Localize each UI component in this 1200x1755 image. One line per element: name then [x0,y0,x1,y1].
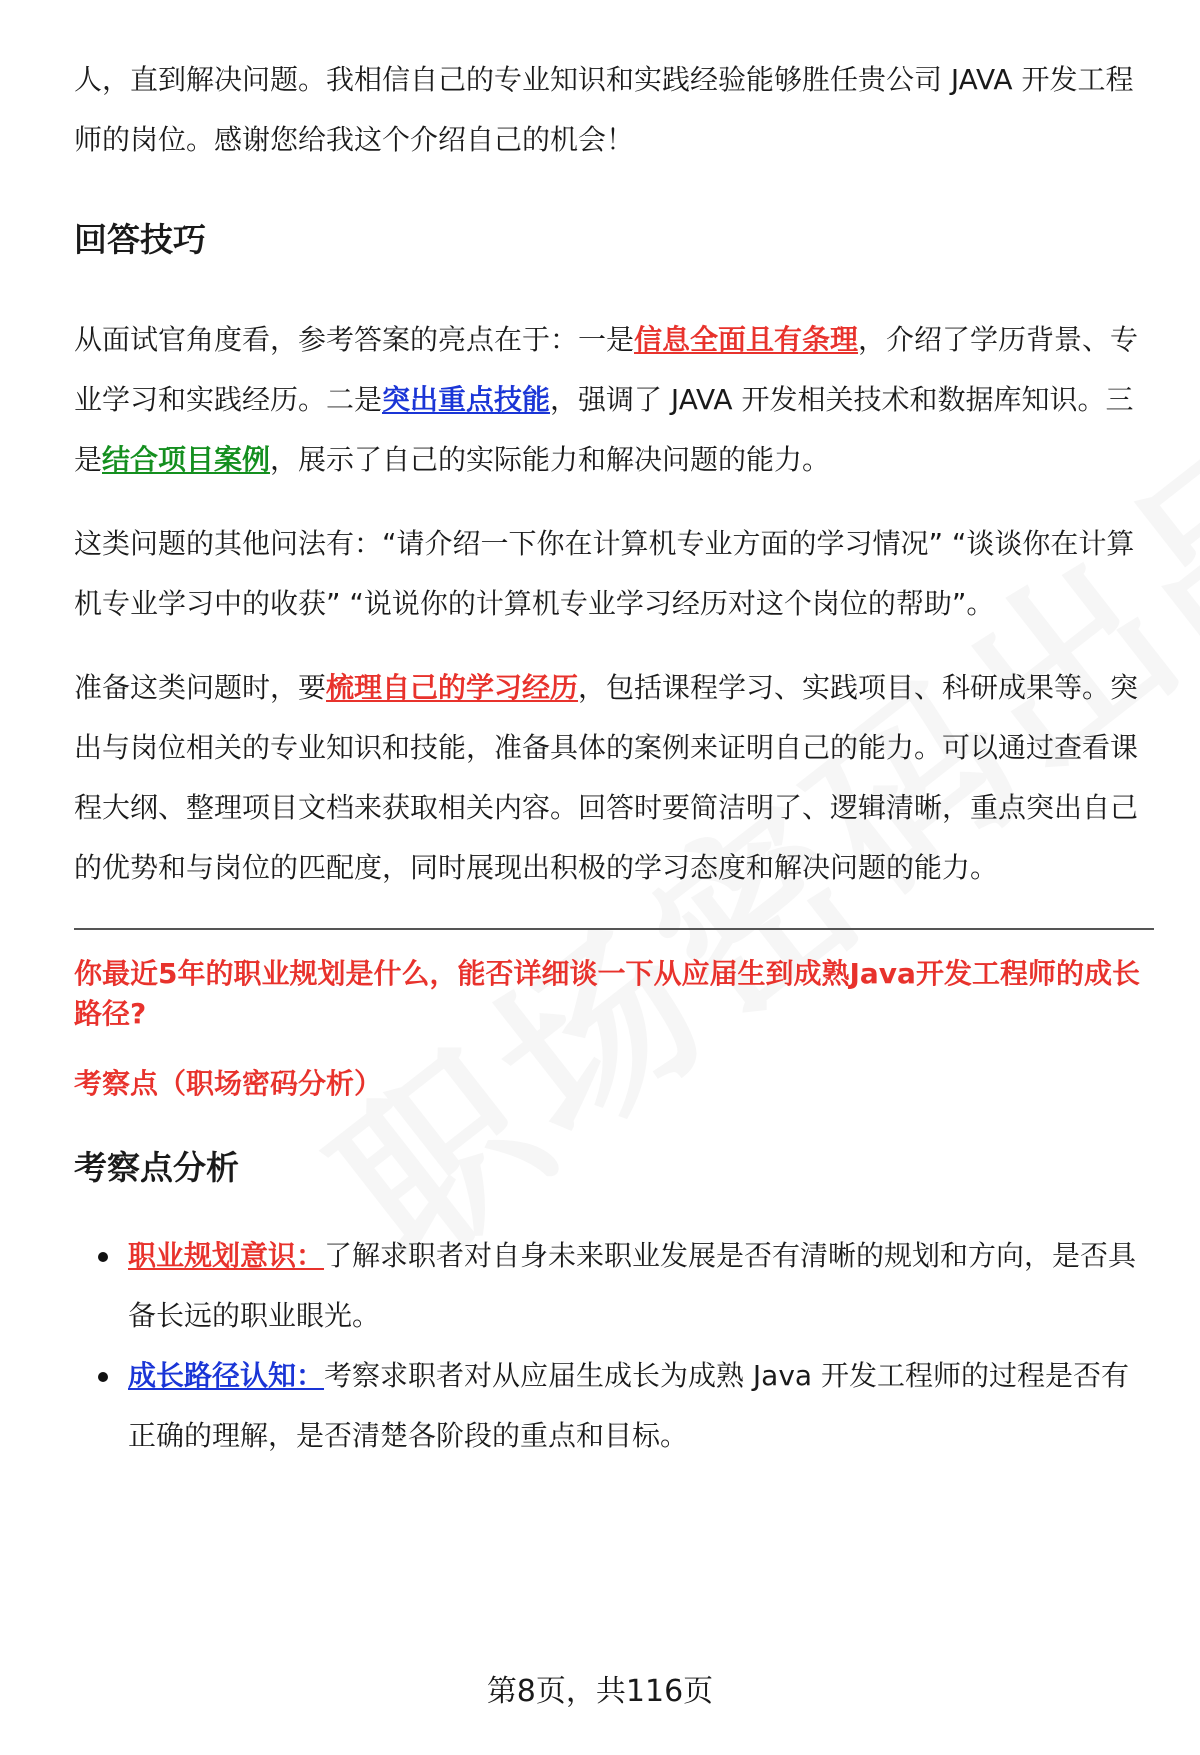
tips-paragraph [74,310,1154,490]
growth-path-text: 考察求职者对从应届生成长为成熟 Java 开发工程师的过程是否有正确的理解，是否清楚各阶段的重点和目标。 [128,1359,1129,1452]
list-item [74,1346,1154,1466]
prep-text-2: ，包括课程学习、实践项目、科研成果等。突出与岗位相关的专业知识和技能，准备具体的案例来证明自己的能力。可以通过查看课程大纲、整理项目文档来获取相关内容。回答时要简洁明了、逻辑清晰，重点突出自己的优势和与岗位的匹配度，同时展现出积极的学习态度和解决问题的能力。 [74,671,1139,884]
tips-text-2: ，介绍了学历背景、专业学习和实践经历。二是 [74,323,1139,416]
list-item [74,1226,1154,1346]
assessment-analysis-heading: 考察点分析 [74,1148,239,1187]
assessment-point-label: 考察点（职场密码分析） [74,1067,383,1100]
assessment-list [74,1226,1154,1466]
highlight-info-complete: 信息全面且有条理 [634,323,859,356]
career-planning-text: 了解求职者对自身未来职业发展是否有清晰的规划和方向，是否具备长远的职业眼光。 [128,1239,1137,1332]
document-body [74,50,1154,1466]
highlight-study-experience: 梳理自己的学习经历 [326,671,579,704]
highlight-key-skills: 突出重点技能 [382,383,551,416]
intro-tail-paragraph: 人，直到解决问题。我相信自己的专业知识和实践经验能够胜任贵公司 JAVA 开发工程师的岗位。感谢您给我这个介绍自己的机会！ [74,63,1134,156]
tips-text-1: 从面试官角度看，参考答案的亮点在于：一是 [74,323,635,356]
other-questions-paragraph: 这类问题的其他问法有：“请介绍一下你在计算机专业方面的学习情况” “谈谈你在计算机专业学习中的收获” “说说你的计算机专业学习经历对这个岗位的帮助”。 [74,527,1135,620]
preparation-paragraph [74,658,1154,898]
highlight-project-cases: 结合项目案例 [102,443,271,476]
prep-text-1: 准备这类问题时，要 [74,671,327,704]
answer-tips-heading: 回答技巧 [74,220,206,259]
page-number: 第8页，共116页 [486,1674,714,1709]
tips-text-3: ，强调了 JAVA 开发相关技术和数据库知识。三是 [74,383,1134,476]
interview-question: 你最近5年的职业规划是什么，能否详细谈一下从应届生到成熟Java开发工程师的成长路径? [74,957,1140,1030]
growth-path-label: 成长路径认知： [128,1359,325,1392]
section-divider [74,928,1154,930]
tips-text-4: ，展示了自己的实际能力和解决问题的能力。 [270,443,831,476]
career-planning-label: 职业规划意识： [128,1239,325,1272]
